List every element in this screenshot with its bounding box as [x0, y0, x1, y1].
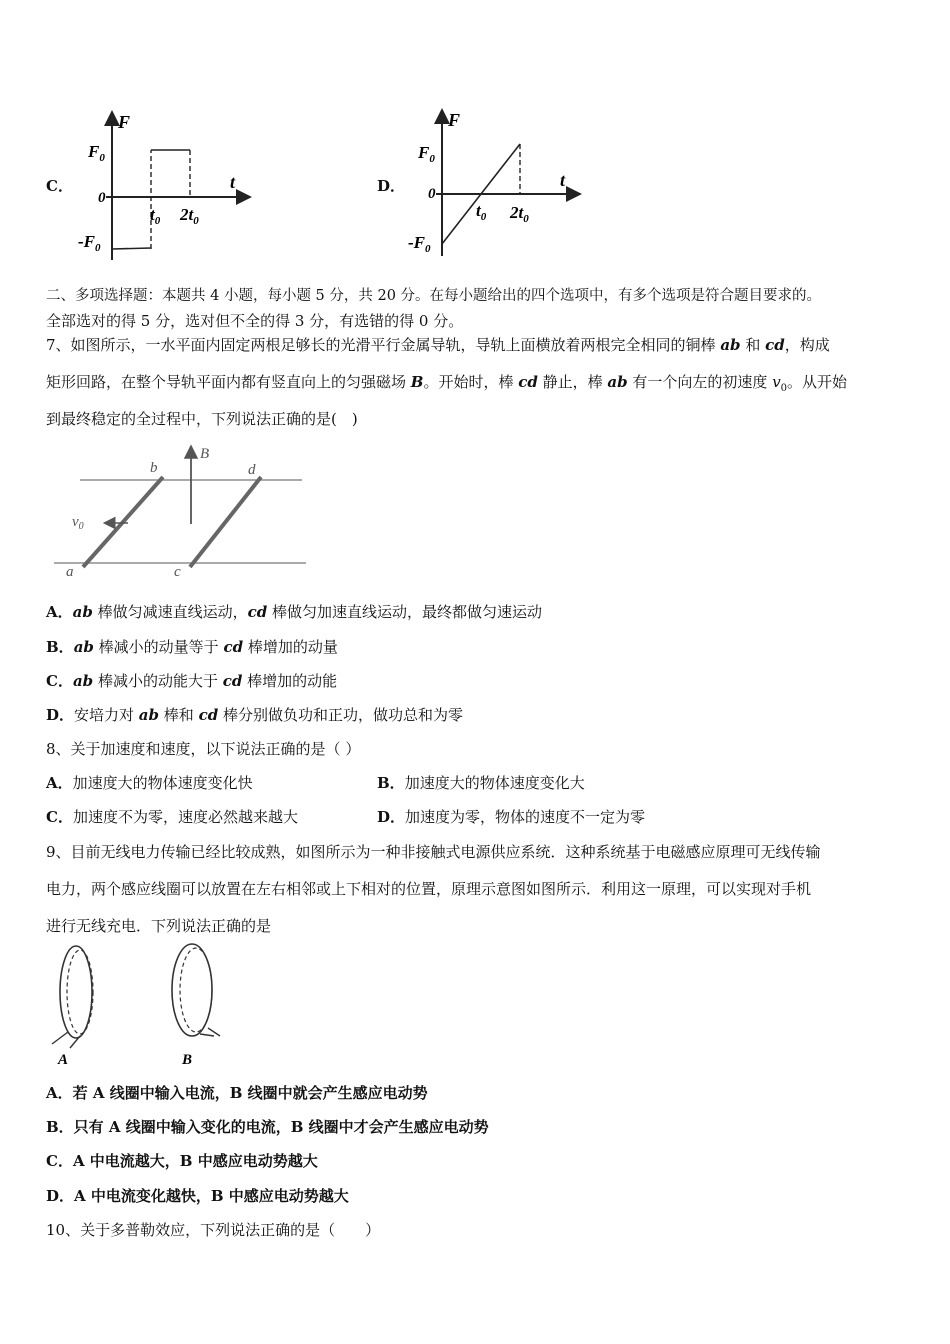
svg-text:0: 0 — [98, 190, 106, 206]
coil-b-inner — [180, 948, 212, 1032]
q8-option-c: C．加速度不为零，速度必然越来越大 — [46, 808, 298, 826]
graph-d-f-label: F — [448, 110, 461, 130]
q10-stem: 10、关于多普勒效应，下列说法正确的是（ ） — [46, 1221, 381, 1239]
coil-a-inner — [67, 950, 93, 1034]
graph-c — [78, 108, 258, 268]
svg-text:v0: $v_0$ — [72, 514, 84, 532]
coil-b-outer — [172, 944, 212, 1036]
q9-option-c: C．A 中电流越大，B 中感应电动势越大 — [46, 1152, 318, 1170]
svg-text:b: b — [150, 460, 158, 476]
q8-option-d: D．加速度为零，物体的速度不一定为零 — [377, 808, 646, 826]
q7-stem-line3: 到最终稳定的全过程中，下列说法正确的是( ) — [46, 410, 358, 428]
svg-text:F0: $F_0$ — [88, 142, 105, 164]
svg-text:-F0: $-F_0$ — [408, 233, 431, 255]
q9-coil-figure — [40, 940, 240, 1070]
svg-text:t0: $t_0$ — [476, 201, 487, 223]
q7-option-a: A．ab 棒做匀减速直线运动，cd 棒做匀加速直线运动，最终都做匀速运动 — [46, 603, 543, 621]
q7-rail-figure — [50, 440, 310, 580]
svg-text:t0: $t_0$ — [150, 205, 161, 227]
coil-a-outer — [60, 946, 92, 1038]
svg-text:B: B — [200, 446, 210, 462]
q7-option-b: B．ab 棒减小的动量等于 cd 棒增加的动量 — [46, 638, 338, 656]
svg-text:0: 0 — [428, 186, 436, 202]
q8-option-a: A．加速度大的物体速度变化快 — [46, 774, 253, 792]
q9-option-b: B．只有 A 线圈中输入变化的电流，B 线圈中才会产生感应电动势 — [46, 1118, 489, 1136]
option-c-label: C． — [46, 177, 73, 195]
svg-text:2t0: $2t_0$ — [180, 205, 199, 227]
graph-c-curve — [112, 248, 151, 249]
q9-stem-line3: 进行无线充电．下列说法正确的是 — [46, 917, 272, 935]
section2-line2: 全部选对的得 5 分，选对但不全的得 3 分，有选错的得 0 分。 — [46, 312, 464, 330]
rod-ab — [83, 477, 163, 567]
q9-option-d: D．A 中电流变化越快，B 中感应电动势越大 — [46, 1187, 349, 1205]
option-d-label: D． — [377, 177, 406, 195]
q7-option-c: C．ab 棒减小的动能大于 cd 棒增加的动能 — [46, 672, 338, 690]
graph-c-f-label: F — [118, 112, 131, 132]
q9-option-a: A．若 A 线圈中输入电流，B 线圈中就会产生感应电动势 — [46, 1084, 428, 1102]
q8-stem: 8、关于加速度和速度，以下说法正确的是（ ） — [46, 740, 361, 758]
svg-text:a: a — [66, 564, 74, 580]
section2-line1: 二、多项选择题：本题共 4 小题，每小题 5 分，共 20 分。在每小题给出的四个选项中，有多个选项是符合题目要求的。 — [46, 288, 822, 304]
q7-stem-line2: 矩形回路，在整个导轨平面内都有竖直向上的匀强磁场 B。开始时，棒 cd 静止，棒 ab 有一个向左的初速度 $v_0$。从开始 — [46, 373, 848, 394]
svg-text:-F0: $-F_0$ — [78, 232, 101, 254]
q7-stem-line1: 7、如图所示，一水平面内固定两根足够长的光滑平行金属导轨，导轨上面横放着两根完全相同的铜棒 ab 和 cd，构成 — [46, 336, 830, 354]
svg-text:A: A — [58, 1052, 69, 1068]
svg-text:B: B — [182, 1052, 193, 1068]
q7-option-d: D．安培力对 ab 棒和 cd 棒分别做负功和正功，做功总和为零 — [46, 706, 463, 724]
graph-c-t-label: t — [230, 172, 236, 192]
svg-text:d: d — [248, 462, 256, 478]
svg-text:c: c — [174, 564, 181, 580]
svg-text:F0: $F_0$ — [418, 143, 435, 165]
svg-text:2t0: $2t_0$ — [510, 203, 529, 225]
q9-stem-line1: 9、目前无线电力传输已经比较成熟，如图所示为一种非接触式电源供应系统．这种系统基于电磁感应原理可无线传输 — [46, 843, 821, 861]
q9-stem-line2: 电力，两个感应线圈可以放置在左右相邻或上下相对的位置，原理示意图如图所示．利用这一原理，可以实现对手机 — [46, 880, 812, 898]
q8-option-b: B．加速度大的物体速度变化大 — [377, 774, 585, 792]
graph-d-t-label: t — [560, 170, 566, 190]
graph-d — [408, 108, 588, 268]
rod-cd — [190, 477, 261, 567]
